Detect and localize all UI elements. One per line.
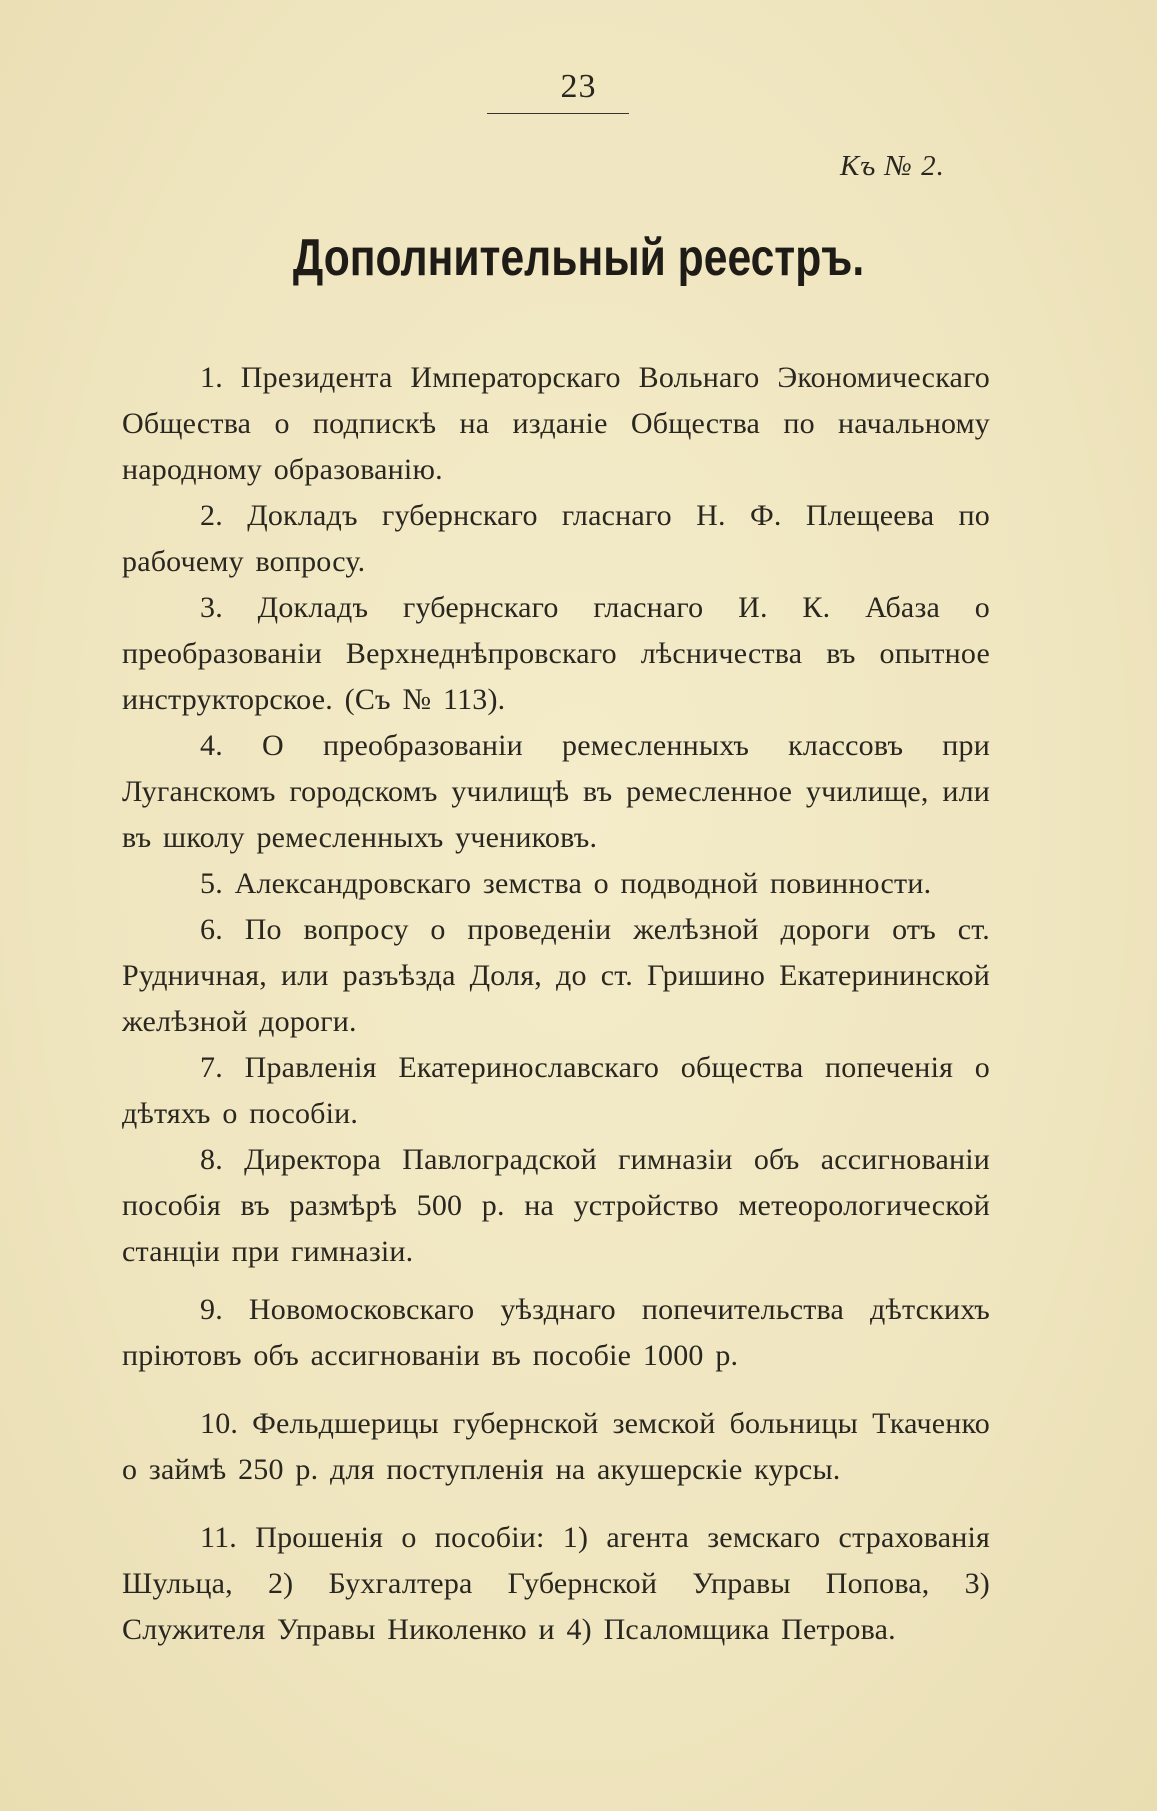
registry-item-1: 1. Президента Императорскаго Вольнаго Экономическаго Общества о подпискѣ на изданіе Общества по начальному народному образованію. [122,361,990,486]
registry-item-7: 7. Правленія Екатеринославскаго общества попеченія о дѣтяхъ о пособіи. [122,1051,990,1130]
registry-item-6: 6. По вопросу о проведеніи желѣзной дороги отъ ст. Рудничная, или разъѣзда Доля, до ст. Гришино Екатерининской желѣзной дороги. [122,913,990,1038]
registry-item-2: 2. Докладъ губернскаго гласнаго Н. Ф. Плещеева по рабочему вопросу. [122,499,990,578]
registry-list [122,355,990,1653]
registry-item-8: 8. Директора Павлоградской гимназіи объ ассигнованіи пособія въ размѣрѣ 500 р. на устройство метеорологической станціи при гимназіи. [122,1143,990,1268]
registry-item-5: 5. Александровскаго земства о подводной повинности. [200,867,932,900]
reference-label: Къ № 2. [840,150,945,182]
registry-item-10: 10. Фельдшерицы губернской земской больницы Ткаченко о займѣ 250 р. для поступленія на акушерскіе курсы. [122,1407,990,1486]
registry-item-3: 3. Докладъ губернскаго гласнаго И. К. Абаза о преобразованіи Верхнеднѣпровскаго лѣсничества въ опытное инструкторское. (Съ № 113). [122,591,990,716]
registry-item-9: 9. Новомосковскаго уѣзднаго попечительства дѣтскихъ пріютовъ объ ассигнованіи въ пособіе 1000 р. [122,1293,990,1372]
page-title: Дополнительный реестръ. [292,229,865,287]
page-number: 23 [560,68,597,105]
registry-item-11: 11. Прошенія о пособіи: 1) агента земскаго страхованія Шульца, 2) Бухгалтера Губернской Управы Попова, 3) Служителя Управы Николенко и 4) Псаломщика Петрова. [122,1521,990,1646]
registry-item-4: 4. О преобразованіи ремесленныхъ классовъ при Луганскомъ городскомъ училищѣ въ ремесленное училище, или въ школу ремесленныхъ учениковъ. [122,729,990,854]
header-rule [487,113,629,114]
